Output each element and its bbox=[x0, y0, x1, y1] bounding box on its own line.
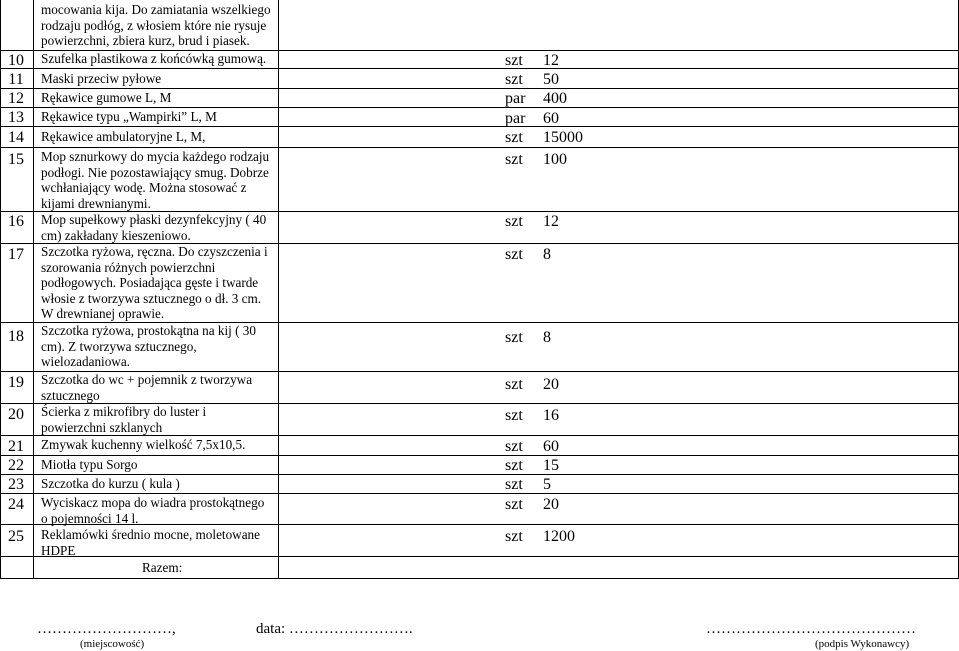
row-unit: par bbox=[505, 90, 526, 107]
row-unit: szt bbox=[505, 71, 523, 88]
row-unit: szt bbox=[505, 438, 523, 455]
description-line: mocowania kija. Do zamiatania wszelkiego bbox=[41, 2, 271, 17]
description-line: podłogowych. Posiadająca gęste i twarde bbox=[41, 275, 259, 291]
row-description bbox=[41, 323, 256, 370]
signature-dots: …………………………………… bbox=[706, 621, 916, 637]
row-line bbox=[0, 147, 959, 148]
row-quantity: 50 bbox=[543, 71, 559, 88]
description-line: kijami drewnianymi. bbox=[41, 195, 151, 211]
description-line: powierzchni, zbiera kurz, brud i piasek. bbox=[41, 33, 250, 49]
row-description bbox=[41, 129, 205, 145]
row-description bbox=[41, 109, 217, 125]
row-description bbox=[41, 51, 266, 67]
description-line: podłogi. Nie pozostawiający smug. Dobrze bbox=[41, 164, 269, 180]
row-number: 10 bbox=[8, 52, 24, 69]
row-unit: szt bbox=[505, 496, 523, 513]
row-description bbox=[41, 372, 252, 403]
description-line: Mop supełkowy płaski dezynfekcyjny ( 40 bbox=[41, 212, 267, 227]
table-col-divider bbox=[278, 0, 279, 578]
description-line: Ścierka z mikrofibry do luster i bbox=[41, 404, 207, 419]
description-line: cm) zakładany kieszeniowo. bbox=[41, 227, 191, 243]
row-line bbox=[0, 493, 959, 494]
row-number: 25 bbox=[8, 528, 24, 545]
description-line: o pojemności 14 l. bbox=[41, 510, 139, 526]
row-number: 13 bbox=[8, 109, 24, 126]
description-line: Zmywak kuchenny wielkość 7,5x10,5. bbox=[41, 437, 246, 452]
description-line: cm). Z tworzywa sztucznego, bbox=[41, 338, 197, 354]
description-line: HDPE bbox=[41, 542, 76, 558]
description-line: wchłaniający wodę. Można stosować z bbox=[41, 180, 247, 196]
description-line: sztucznego bbox=[41, 387, 100, 403]
row-description bbox=[41, 495, 264, 526]
description-line: wielozadaniowa. bbox=[41, 354, 130, 370]
description-line: Szczotka do kurzu ( kula ) bbox=[41, 476, 180, 491]
row-quantity: 12 bbox=[543, 52, 559, 69]
description-line: Reklamówki średnio mocne, moletowane bbox=[41, 527, 261, 542]
description-line: Szczotka ryżowa, ręczna. Do czyszczenia i bbox=[41, 244, 268, 259]
row-number: 16 bbox=[8, 213, 24, 230]
place-dots: ………………………, bbox=[37, 621, 176, 637]
table-col-divider bbox=[33, 0, 34, 578]
row-unit: szt bbox=[505, 407, 523, 424]
row-line bbox=[0, 126, 959, 127]
row-description bbox=[41, 457, 137, 473]
description-line: W drewnianej oprawie. bbox=[41, 306, 165, 322]
description-line: Szufelka plastikowa z końcówką gumową. bbox=[41, 51, 267, 66]
row-line bbox=[0, 88, 959, 89]
sum-label: Razem: bbox=[142, 560, 183, 575]
description-line: szorowania różnych powierzchni bbox=[41, 259, 216, 275]
description-line: Miotła typu Sorgo bbox=[41, 457, 138, 472]
description-line: Rękawice ambulatoryjne L, M, bbox=[41, 129, 206, 144]
row-description bbox=[41, 244, 268, 322]
row-quantity: 400 bbox=[543, 90, 567, 107]
row-description bbox=[41, 476, 180, 492]
row-number: 14 bbox=[8, 129, 24, 146]
date-field: data: ……………………. bbox=[256, 621, 413, 637]
row-quantity: 16 bbox=[543, 407, 559, 424]
row-number: 15 bbox=[8, 151, 24, 168]
row-unit: szt bbox=[505, 376, 523, 393]
row-unit: szt bbox=[505, 213, 523, 230]
row-quantity: 15000 bbox=[543, 129, 583, 146]
row-description bbox=[41, 149, 269, 211]
row-number: 12 bbox=[8, 90, 24, 107]
row-number: 11 bbox=[8, 71, 24, 88]
row-description bbox=[41, 437, 245, 453]
row-unit: szt bbox=[505, 476, 523, 493]
row-number: 20 bbox=[8, 406, 24, 423]
description-line: rodzaju podłóg, z włosiem które nie rysuje bbox=[41, 17, 267, 33]
row-number: 18 bbox=[8, 328, 24, 345]
row-unit: szt bbox=[505, 329, 523, 346]
row-quantity: 12 bbox=[543, 213, 559, 230]
row-quantity: 100 bbox=[543, 151, 567, 168]
row-quantity: 60 bbox=[543, 438, 559, 455]
row-unit: szt bbox=[505, 129, 523, 146]
row-number: 22 bbox=[8, 457, 24, 474]
row-number: 19 bbox=[8, 374, 24, 391]
description-line: Rękawice gumowe L, M bbox=[41, 90, 172, 105]
row-unit: szt bbox=[505, 52, 523, 69]
row-unit: szt bbox=[505, 457, 523, 474]
row-quantity: 20 bbox=[543, 376, 559, 393]
row-quantity: 8 bbox=[543, 329, 551, 346]
continued-description bbox=[41, 2, 271, 49]
description-line: Szczotka do wc + pojemnik z tworzywa bbox=[41, 372, 253, 387]
place-caption: (miejscowość) bbox=[80, 638, 145, 650]
row-unit: szt bbox=[505, 528, 523, 545]
row-number: 21 bbox=[8, 438, 24, 455]
description-line: włosie z tworzywa sztucznego o dł. 3 cm. bbox=[41, 290, 262, 306]
row-description bbox=[41, 212, 266, 243]
description-line: Rękawice typu „Wampirki” L, M bbox=[41, 109, 217, 124]
row-line bbox=[0, 455, 959, 456]
description-line: powierzchni szklanych bbox=[41, 419, 163, 435]
row-number: 23 bbox=[8, 476, 24, 493]
description-line: Maski przeciw pyłowe bbox=[41, 71, 162, 86]
row-quantity: 8 bbox=[543, 246, 551, 263]
row-unit: szt bbox=[505, 246, 523, 263]
description-line: Wyciskacz mopa do wiadra prostokątnego bbox=[41, 495, 265, 510]
row-quantity: 20 bbox=[543, 496, 559, 513]
row-quantity: 1200 bbox=[543, 528, 575, 545]
signature-caption: (podpis Wykonawcy) bbox=[815, 638, 910, 650]
description-line: Szczotka ryżowa, prostokątna na kij ( 30 bbox=[41, 323, 256, 338]
row-number: 24 bbox=[8, 496, 24, 513]
row-quantity: 5 bbox=[543, 476, 551, 493]
row-quantity: 15 bbox=[543, 457, 559, 474]
row-unit: szt bbox=[505, 151, 523, 168]
row-description bbox=[41, 527, 260, 558]
row-unit: par bbox=[505, 110, 526, 127]
description-line: Mop sznurkowy do mycia każdego rodzaju bbox=[41, 149, 270, 164]
row-line bbox=[0, 68, 959, 69]
row-description bbox=[41, 71, 161, 87]
row-quantity: 60 bbox=[543, 110, 559, 127]
row-line bbox=[0, 578, 959, 579]
row-description bbox=[41, 404, 206, 435]
row-line bbox=[0, 474, 959, 475]
row-number: 17 bbox=[8, 246, 24, 263]
row-line bbox=[0, 107, 959, 108]
row-description bbox=[41, 90, 171, 106]
